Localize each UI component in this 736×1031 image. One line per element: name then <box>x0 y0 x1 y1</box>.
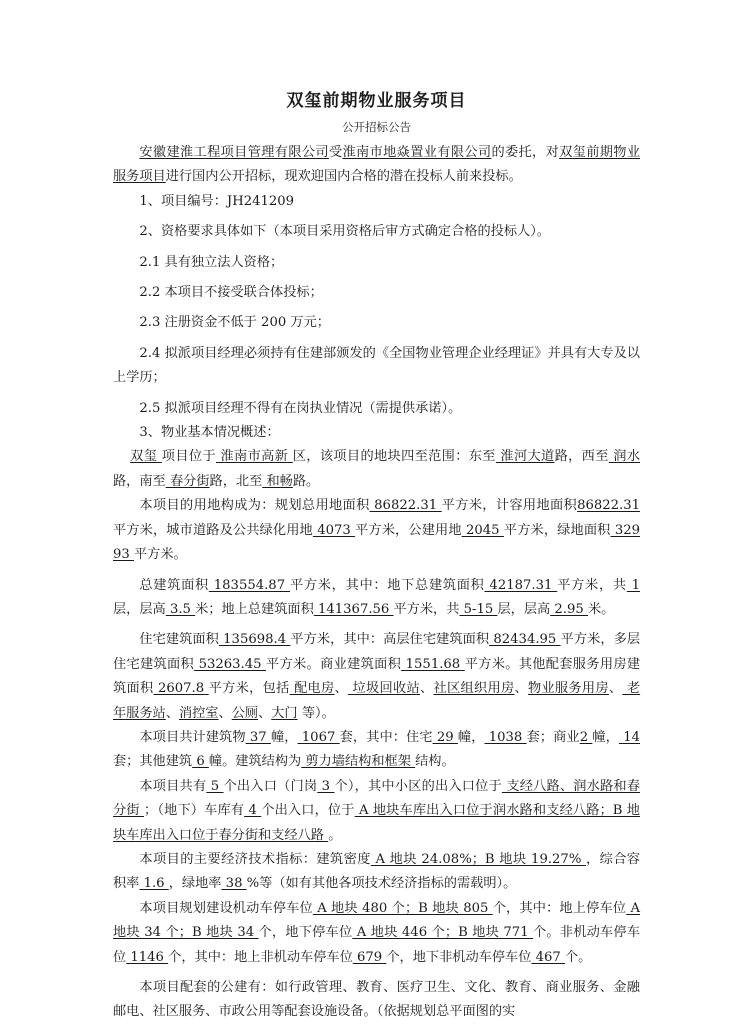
residential-building-count: 29 <box>432 729 458 745</box>
count-text: 幢， <box>457 729 485 745</box>
facility-item: 老年服务站 <box>113 681 641 721</box>
separator: 、 <box>165 705 179 721</box>
north-boundary: 和畅 <box>262 473 293 489</box>
location-paragraph <box>113 445 640 494</box>
building-text: 总建筑面积 <box>139 577 209 593</box>
residential-text: 平方米。其他配套服务用房建筑面积 <box>113 656 641 697</box>
access-text: ；（地下）车库有 <box>144 803 245 819</box>
count-text: 套，其中：住宅 <box>339 729 433 745</box>
commercial-building-count: 2 <box>579 729 593 745</box>
fa-land-area: 86822.31 <box>577 498 641 514</box>
parking-text: 个，地下非机动车停车位 <box>386 949 532 965</box>
gate-count: 3 <box>317 778 335 794</box>
south-boundary: 春分街 <box>165 473 210 489</box>
project-short-name: 双玺 <box>130 449 162 465</box>
parking-above-ground: A 地块 34 个；B 地块 34 <box>113 900 641 941</box>
land-text: 本项目的用地构成为：规划总用地面积 <box>139 498 370 514</box>
count-text: 结构。 <box>415 754 455 770</box>
count-text: 幢， <box>270 729 298 745</box>
intro-paragraph <box>113 141 640 190</box>
parking-underground: A 地块 446 个；B 地块 771 <box>352 925 533 941</box>
unit-count: 1067 <box>297 729 340 745</box>
public-land-area: 2045 <box>461 522 504 538</box>
parking-text: 个，地下停车位 <box>258 925 353 941</box>
requirement-item: 2.2 本项目不接受联合体投标； <box>139 285 323 301</box>
building-paragraph <box>113 574 640 623</box>
building-text: 平方米，其中：地下总建筑面积 <box>290 577 485 593</box>
land-text: 平方米，公建用地 <box>355 522 462 538</box>
agency-name: 安徽建淮工程项目管理有限公司 <box>139 145 329 160</box>
residential-area: 135698.4 <box>218 632 291 648</box>
location-text: 路，北至 <box>209 473 263 489</box>
building-count: 37 <box>245 729 271 745</box>
facility-item: 物业服务用房 <box>527 681 609 697</box>
count-text: 本项目共计建筑物 <box>139 729 246 745</box>
facility-item: 消控室 <box>178 705 219 721</box>
facility-item: 大门 <box>271 705 298 721</box>
project-number: 1、项目编号：JH241209 <box>139 193 295 209</box>
total-land-area: 86822.31 <box>369 498 442 514</box>
parking-total: A 地块 480 个；B 地块 805 <box>312 900 493 916</box>
access-text: 个），其中小区的出入口位于 <box>334 778 502 794</box>
parking-text: 本项目规划建设机动车停车位 <box>139 900 313 916</box>
building-text: 层，层高 <box>113 601 166 617</box>
facility-item: 配电房 <box>289 681 335 697</box>
residential-text: 平方米。商业建筑面积 <box>266 656 402 672</box>
public-facilities-paragraph: 本项目配套的公建有：如行政管理、教育、医疗卫生、文化、教育、商业服务、金融邮电、社区服务、市政公用等配套设施设备。（依据规划总平面图的实 <box>113 980 640 1020</box>
green-rate: 38 <box>221 876 247 892</box>
access-text: 个出入口（门岗 <box>223 778 318 794</box>
access-text: 。 <box>328 827 342 843</box>
above-ground-height: 2.95 <box>550 601 588 617</box>
location-text: 路。 <box>292 473 320 489</box>
separator: 、 <box>608 681 623 697</box>
requirement-item: 2.5 拟派项目经理不得有在岗执业情况（需提供承诺）。 <box>139 400 462 416</box>
land-text: 平方米，城市道路及公共绿化用地 <box>113 522 313 538</box>
separator: 、 <box>218 705 232 721</box>
qualification-heading: 2、资格要求具体如下（本项目采用资格后审方式确定合格的投标人）。 <box>139 224 550 240</box>
count-text: 套；其他建筑 <box>113 754 193 770</box>
district-value: 淮南市高新 <box>215 449 293 465</box>
non-motor-parking-under: 467 <box>531 949 565 965</box>
building-text: 米；地上总建筑面积 <box>195 601 314 617</box>
tech-text: %等（如有其他各项技术经济指标的需载明）。 <box>246 876 517 892</box>
parking-text: 个。 <box>564 949 592 965</box>
other-building-count: 6 <box>192 754 209 770</box>
building-text: 平方米，共 <box>393 601 460 617</box>
separator: 、 <box>258 705 272 721</box>
non-motor-parking-total: 1146 <box>126 949 169 965</box>
west-boundary: 润水 <box>608 449 641 465</box>
commercial-area: 1551.68 <box>401 656 465 672</box>
project-name: 双玺前期物业服务项目 <box>113 145 641 185</box>
entrance-count: 5 <box>206 778 224 794</box>
land-text: 平方米。 <box>133 547 187 563</box>
high-rise-area: 82434.95 <box>489 632 561 648</box>
tech-text: ，综合容积率 <box>113 851 640 892</box>
facility-item: 垃圾回收站 <box>348 681 420 697</box>
location-text: 路，南至 <box>113 473 166 489</box>
service-area: 2607.8 <box>153 681 209 697</box>
client-name: 淮南市地焱置业有限公司 <box>342 145 492 160</box>
underground-height: 3.5 <box>165 601 196 617</box>
structure-type: 剪力墙结构和框架 <box>301 754 416 770</box>
residential-text: 平方米，其中：高层住宅建筑面积 <box>290 632 490 648</box>
above-ground-area: 141367.56 <box>313 601 394 617</box>
residential-paragraph <box>113 628 640 726</box>
location-text: 路，西至 <box>554 449 609 465</box>
garage-entrance-location: A 地块车库出入口位于润水路和支经八路；B 地块车库出入口位于春分街和支经八路 <box>113 803 640 843</box>
count-text: 幢， <box>592 729 619 745</box>
building-text: 层，层高 <box>497 601 551 617</box>
commercial-unit-count: 14 <box>618 729 641 745</box>
residential-text: 平方米，包括 <box>208 681 290 697</box>
document-subtitle: 公开招标公告 <box>342 120 411 134</box>
separator: 、 <box>334 681 349 697</box>
facility-item: 公厕 <box>231 705 259 721</box>
total-floor-area: 183554.87 <box>208 577 290 593</box>
separator: 、 <box>514 681 528 697</box>
residential-text: 等）。 <box>297 705 335 721</box>
access-text: 个出入口，位于 <box>261 803 355 819</box>
non-motor-parking-above: 679 <box>352 949 387 965</box>
land-text: 平方米，计容用地面积 <box>441 498 578 514</box>
multi-storey-area: 53263.45 <box>194 656 267 672</box>
count-text: 幢。建筑结构为 <box>208 754 302 770</box>
requirement-item: 2.3 注册资金不低于 200 万元； <box>139 315 330 331</box>
facility-item: 社区组织用房 <box>433 681 515 697</box>
tech-text: 本项目的主要经济技术指标：建筑密度 <box>139 851 371 867</box>
underground-floors: 1 <box>626 577 641 593</box>
parking-text: 个，其中：地上非机动车停车位 <box>168 949 353 965</box>
garage-entrance-count: 4 <box>244 803 262 819</box>
access-paragraph <box>113 775 640 848</box>
residential-text: 住宅建筑面积 <box>139 632 219 648</box>
intro-text: 进行国内公开招标，现欢迎国内合格的潜在投标人前来投标。 <box>165 169 522 185</box>
entrance-location: 支经八路、润水路和春分街 <box>113 778 641 819</box>
technical-index-paragraph <box>113 848 640 897</box>
parking-text: 个，其中：地上停车位 <box>492 900 627 916</box>
building-text: 平方米，共 <box>557 577 627 593</box>
separator: 、 <box>420 681 434 697</box>
floor-area-ratio: 1.6 <box>139 876 169 892</box>
land-text: 平方米，绿地面积 <box>503 522 611 538</box>
green-area: 32993 <box>113 522 640 563</box>
residential-unit-count: 1038 <box>484 729 527 745</box>
underground-area: 42187.31 <box>484 577 558 593</box>
building-text: 米。 <box>587 601 615 617</box>
intro-text: 的委托，对 <box>491 145 560 160</box>
tech-text: ，绿地率 <box>168 876 222 892</box>
residential-text: 平方米，多层住宅建筑面积 <box>113 632 641 672</box>
road-green-area: 4073 <box>312 522 356 538</box>
requirement-item: 2.4 拟派项目经理必须持有住建部颁发的《全国物业管理企业经理证》并具有大专及以上学历； <box>113 345 640 386</box>
access-text: 本项目共有 <box>139 778 207 794</box>
intro-text: 受 <box>328 145 343 160</box>
overview-heading: 3、物业基本情况概述： <box>139 425 280 441</box>
east-boundary: 淮河大道 <box>495 449 555 465</box>
parking-text: 个。非机动车停车位 <box>113 925 641 965</box>
building-count-paragraph <box>113 726 640 775</box>
parking-paragraph <box>113 897 640 970</box>
building-density: A 地块 24.08%；B 地块 19.27% <box>370 851 586 867</box>
count-text: 套；商业 <box>526 729 580 745</box>
land-paragraph <box>113 494 640 567</box>
document-title: 双玺前期物业服务项目 <box>286 91 467 111</box>
location-text: 区，该项目的地块四至范围：东至 <box>292 449 496 465</box>
above-ground-floors: 5-15 <box>459 601 498 617</box>
requirement-item: 2.1 具有独立法人资格； <box>139 254 284 270</box>
location-text: 项目位于 <box>161 449 216 465</box>
